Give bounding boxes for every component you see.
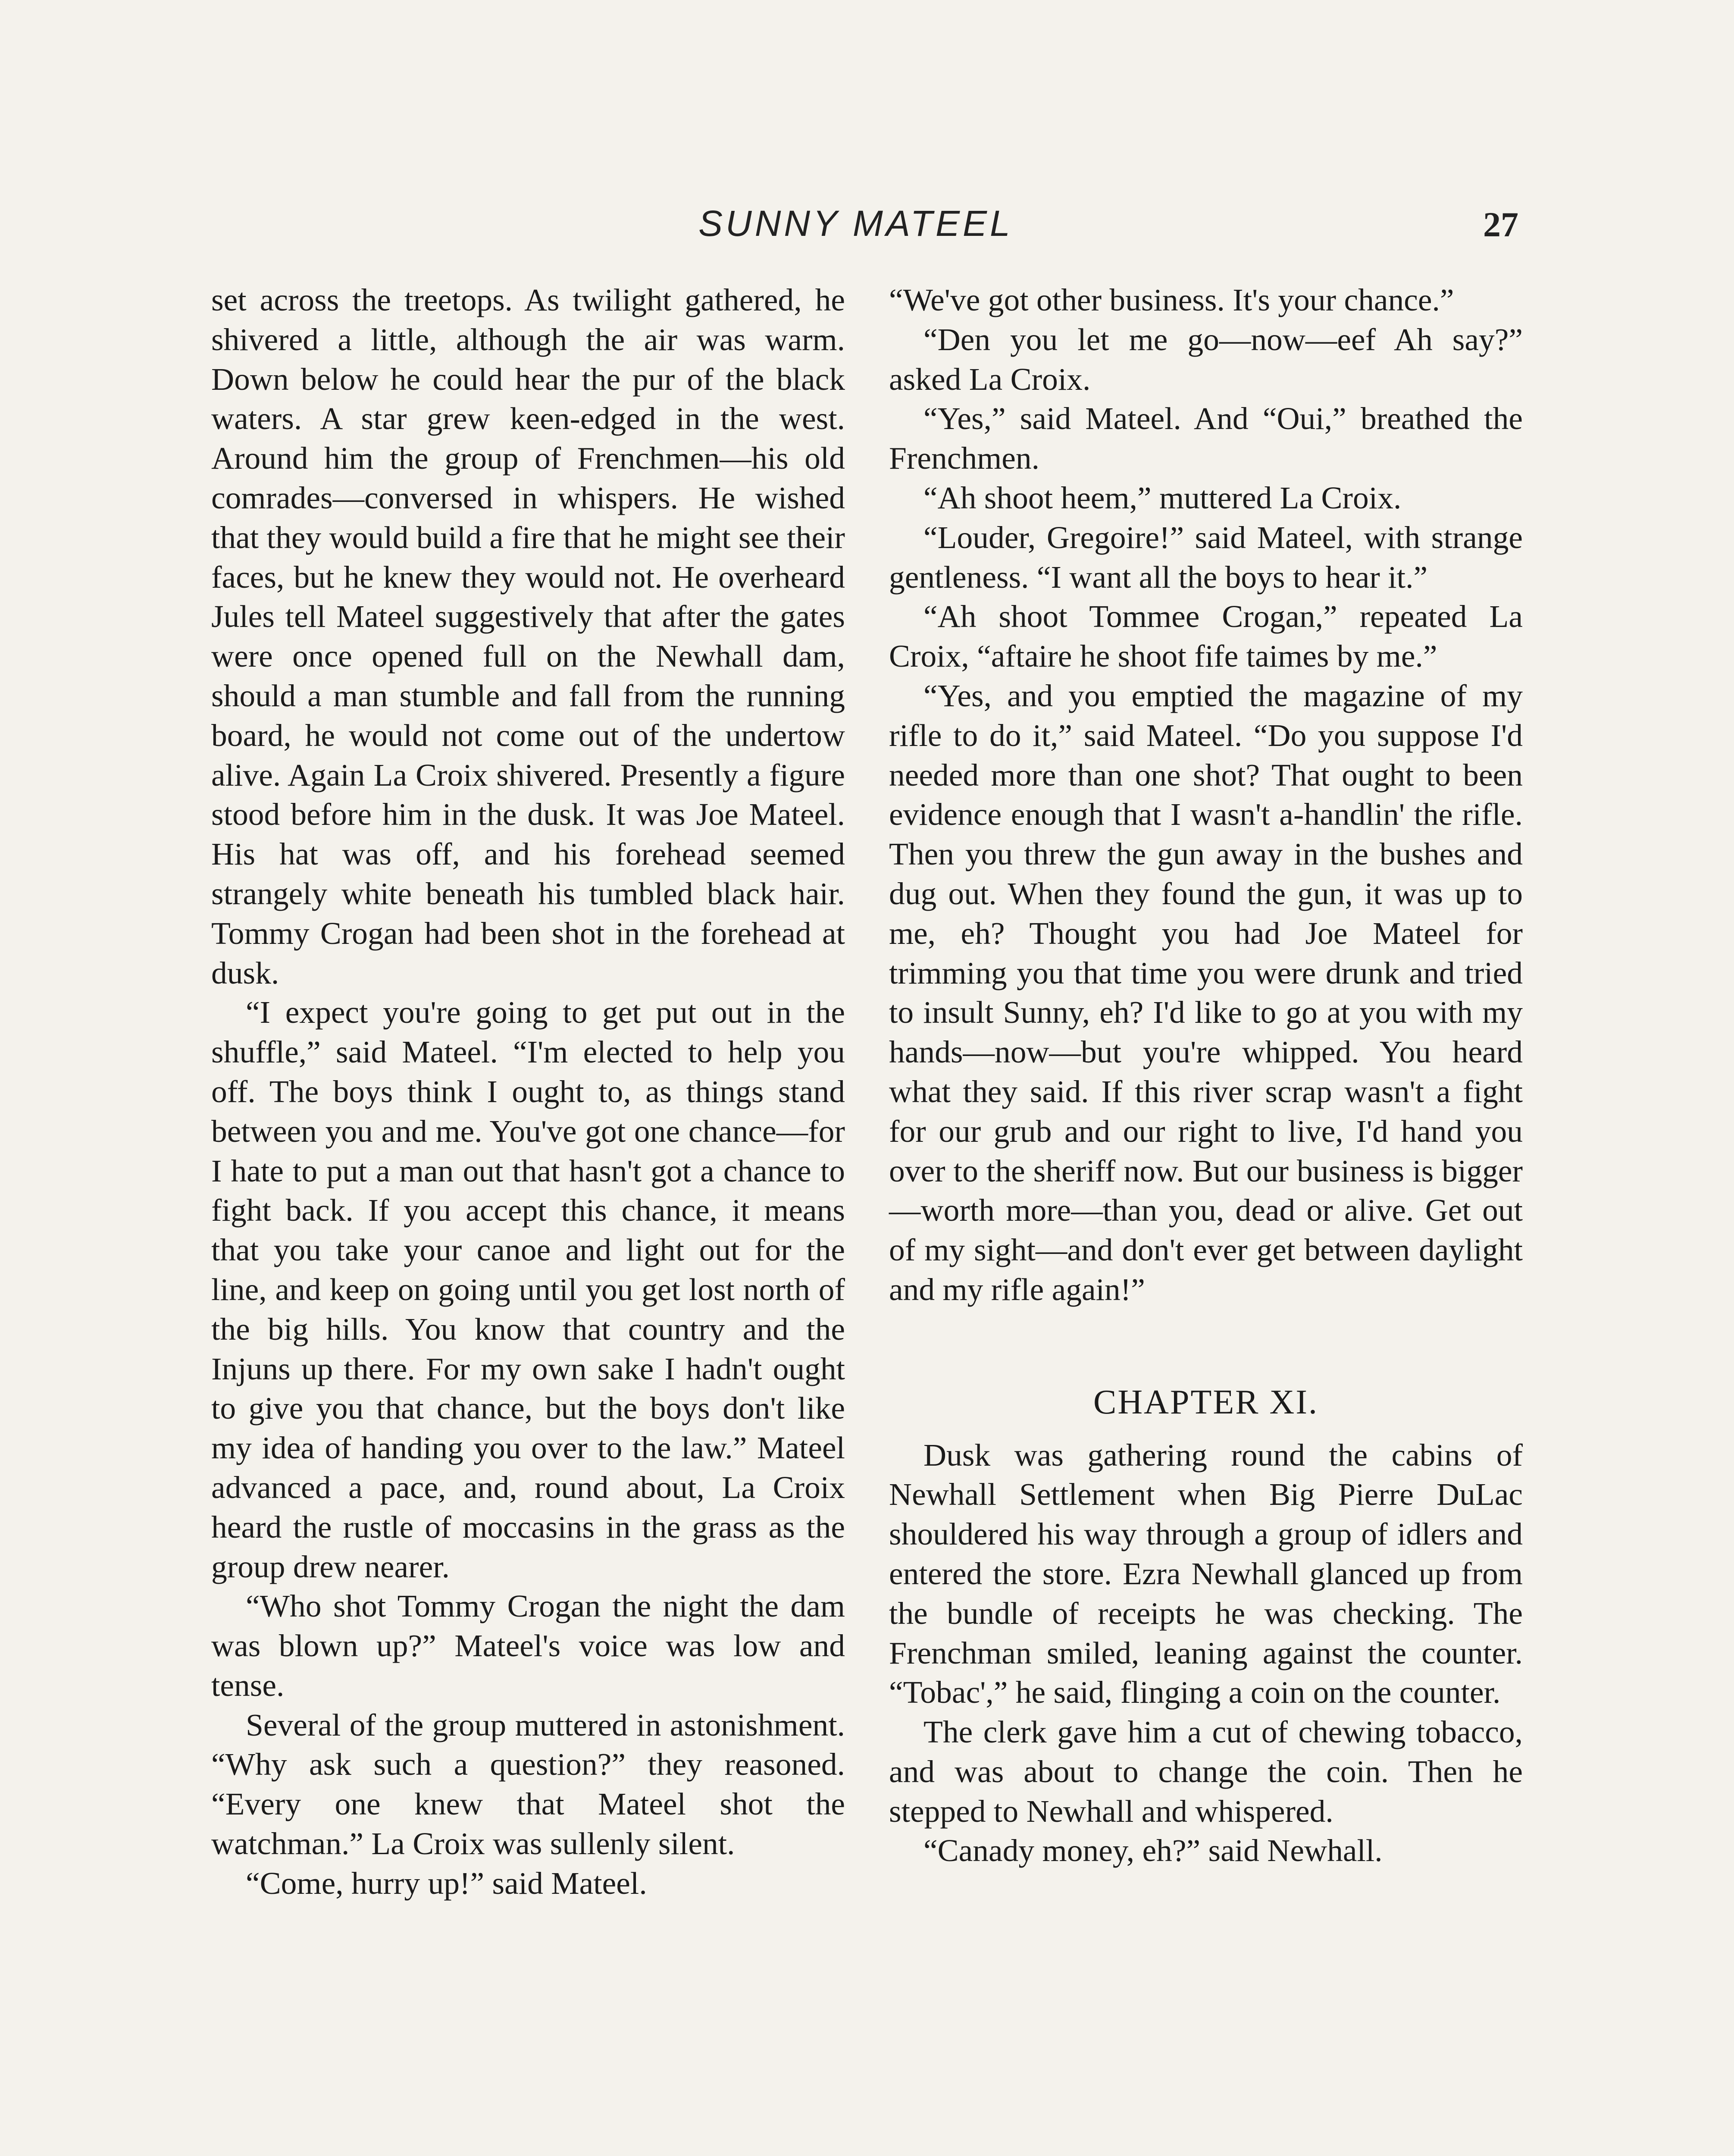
running-title: SUNNY MATEEL: [698, 203, 1013, 244]
paragraph: The clerk gave him a cut of chewing tobacco, and was about to change the coin. Then he stepped to Newhall and whispered.: [889, 1714, 1523, 1829]
paragraph: “We've got other business. It's your chance.”: [889, 282, 1454, 317]
right-column: [889, 280, 1523, 1871]
running-header: [0, 203, 1734, 254]
page-number: 27: [1483, 205, 1518, 244]
left-column: [211, 280, 845, 1903]
chapter-heading: CHAPTER XI.: [1093, 1383, 1318, 1421]
paragraph: “Louder, Gregoire!” said Mateel, with strange gentleness. “I want all the boys to hear it.”: [889, 520, 1523, 595]
paragraph: “Yes,” said Mateel. And “Oui,” breathed the Frenchmen.: [889, 401, 1523, 476]
paragraph: “Den you let me go—now—eef Ah say?” asked La Croix.: [889, 322, 1523, 397]
paragraph: Several of the group muttered in astonishment. “Why ask such a question?” they reasoned. “Every one knew that Mateel shot the watchman.” La Croix was sullenly silent.: [211, 1707, 845, 1861]
paragraph: “Who shot Tommy Crogan the night the dam was blown up?” Mateel's voice was low and tense.: [211, 1589, 845, 1703]
paragraph: “Come, hurry up!” said Mateel.: [246, 1865, 647, 1901]
paragraph: “Canady money, eh?” said Newhall.: [923, 1833, 1383, 1868]
paragraph: “I expect you're going to get put out in the shuffle,” said Mateel. “I'm elected to help you off. The boys think I ought to, as things stand between you and me. You've got one chance—for I hate to put a man out that hasn't got a chance to fight back. If you accept this chance, it means that you take your canoe and light out for the line, and keep on going until you get lost north of the big hills. You know that country and the Injuns up there. For my own sake I hadn't ought to give you that chance, but the boys don't like my idea of handing you over to the law.” Mateel advanced a pace, and, round about, La Croix heard the rustle of moccasins in the grass as the group drew nearer.: [211, 995, 845, 1584]
paragraph: “Yes, and you emptied the magazine of my rifle to do it,” said Mateel. “Do you suppose I'd needed more than one shot? That ought to been evidence enough that I wasn't a-handlin' the rifle. Then you threw the gun away in the bushes and dug out. When they found the gun, it was up to me, eh? Thought you had Joe Mateel for trimming you that time you were drunk and tried to insult Sunny, eh? I'd like to go at you with my hands—now—but you're whipped. You heard what they said. If this river scrap wasn't a fight for our grub and our right to live, I'd hand you over to the sheriff now. But our business is bigger—worth more—than you, dead or alive. Get out of my sight—and don't ever get between daylight and my rifle again!”: [889, 678, 1523, 1307]
paragraph: Dusk was gathering round the cabins of Newhall Settlement when Big Pierre DuLac shouldered his way through a group of idlers and entered the store. Ezra Newhall glanced up from the bundle of receipts he was checking. The Frenchman smiled, leaning against the counter. “Tobac',” he said, flinging a coin on the counter.: [889, 1437, 1523, 1710]
paragraph: “Ah shoot heem,” muttered La Croix.: [923, 480, 1402, 515]
paragraph: set across the treetops. As twilight gathered, he shivered a little, although the air was warm. Down below he could hear the pur of the black waters. A star grew keen-edged in the west. Around him the group of Frenchmen—his old comrades—conversed in whispers. He wished that they would build a fire that he might see their faces, but he knew they would not. He overheard Jules tell Mateel suggestively that after the gates were once opened full on the Newhall dam, should a man stumble and fall from the running board, he would not come out of the undertow alive. Again La Croix shivered. Presently a figure stood before him in the dusk. It was Joe Mateel. His hat was off, and his forehead seemed strangely white beneath his tumbled black hair. Tommy Crogan had been shot in the forehead at dusk.: [211, 282, 845, 990]
paragraph: “Ah shoot Tommee Crogan,” repeated La Croix, “aftaire he shoot fife taimes by me.”: [889, 599, 1523, 674]
